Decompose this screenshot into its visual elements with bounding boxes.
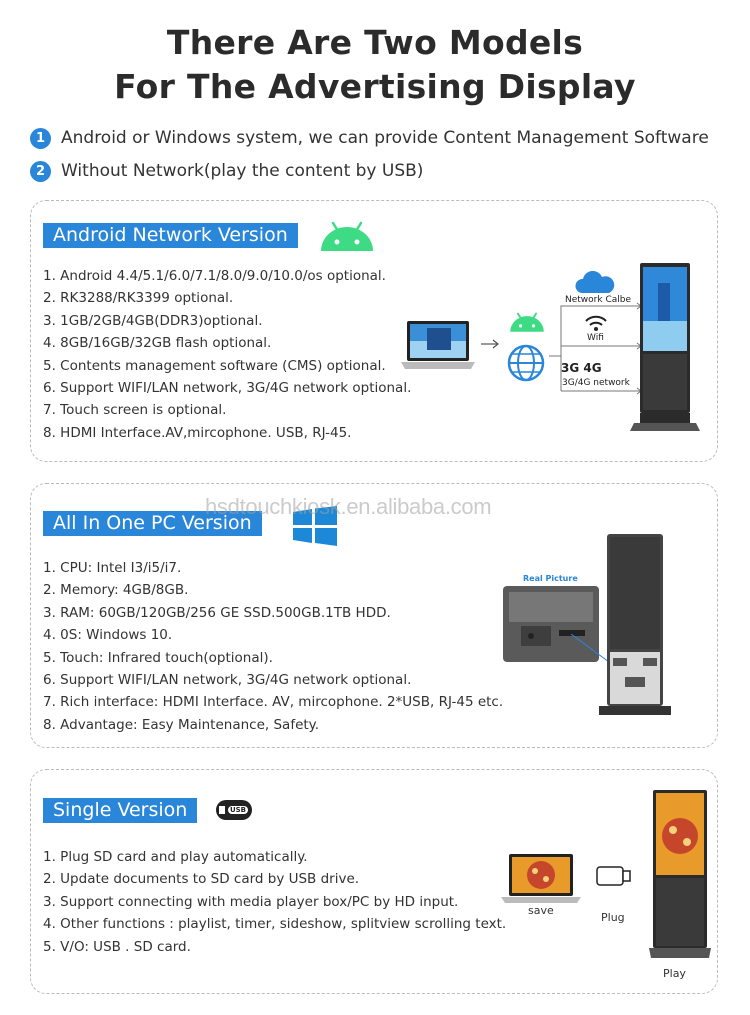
list-item: 7. Touch screen is optional.	[43, 402, 227, 419]
feature-list	[43, 265, 411, 444]
page-title-line1: There Are Two Models	[166, 23, 584, 62]
bullet-text: Without Network(play the content by USB)	[61, 161, 424, 181]
3g-4g-badge: 3G 4G	[561, 361, 602, 375]
watermark-text: hsdtouchkiosk.en.alibaba.com	[205, 494, 492, 519]
wifi-label: Wifi	[587, 333, 604, 343]
pc-kiosk-icon	[599, 532, 671, 717]
usb-badge: USB	[229, 806, 246, 814]
list-item: 7. Rich interface: HDMI Interface. AV, mircophone. 2*USB, RJ-45 etc.	[43, 694, 504, 711]
usb-drive-icon	[216, 800, 252, 820]
list-item: 5. V/O: USB . SD card.	[43, 938, 191, 955]
list-item: 6. Support WIFI/LAN network, 3G/4G network optional.	[43, 379, 412, 396]
save-label: save	[528, 904, 554, 917]
bullet-text: Android or Windows system, we can provide Content Management Software	[61, 128, 709, 148]
single-kiosk-icon	[647, 788, 713, 962]
list-item: 4. 8GB/16GB/32GB flash optional.	[43, 335, 272, 352]
android-small-icon	[508, 311, 546, 333]
android-version-panel	[30, 200, 718, 462]
list-item: 3. 1GB/2GB/4GB(DDR3)optional.	[43, 312, 263, 329]
android-logo-icon	[319, 219, 375, 253]
feature-list	[43, 557, 503, 736]
play-label: Play	[663, 967, 686, 980]
bullet-number: 2	[30, 161, 51, 182]
bullet-1	[30, 126, 709, 150]
list-item: 1. Android 4.4/5.1/6.0/7.1/8.0/9.0/10.0/os optional.	[43, 268, 386, 284]
network-cable-label: Network Calbe	[565, 295, 631, 305]
list-item: 3. RAM: 60GB/120GB/256 GE SSD.500GB.1TB HDD.	[43, 604, 391, 621]
list-item: 3. Support connecting with media player box/PC by HD input.	[43, 893, 459, 910]
bullet-number: 1	[30, 128, 51, 149]
list-item: 1. CPU: Intel I3/i5/i7.	[43, 560, 182, 576]
plug-label: Plug	[601, 911, 625, 924]
list-item: 4. 0S: Windows 10.	[43, 627, 173, 644]
laptop-icon	[401, 319, 475, 371]
wifi-icon	[584, 314, 608, 332]
3g-4g-network-label: 3G/4G network	[562, 378, 630, 388]
list-item: 2. RK3288/RK3399 optional.	[43, 290, 234, 307]
laptop-media-icon	[501, 852, 581, 904]
feature-list	[43, 846, 506, 958]
list-item: 2. Update documents to SD card by USB drive.	[43, 871, 360, 888]
list-item: 5. Contents management software (CMS) optional.	[43, 357, 386, 374]
usb-stick-icon	[596, 865, 632, 887]
list-item: 4. Other functions : playlist, timer, sideshow, splitview scrolling text.	[43, 916, 507, 933]
list-item: 8. Advantage: Easy Maintenance, Safety.	[43, 716, 320, 733]
section-title: Single Version	[43, 798, 197, 823]
list-item: 2. Memory: 4GB/8GB.	[43, 582, 189, 599]
list-item: 6. Support WIFI/LAN network, 3G/4G network optional.	[43, 671, 412, 688]
all-in-one-pc-panel	[30, 483, 718, 748]
list-item: 8. HDMI Interface.AV,mircophone. USB, RJ-45.	[43, 424, 352, 441]
section-title: Android Network Version	[43, 223, 298, 248]
kiosk-display-icon	[628, 261, 703, 433]
cloud-icon	[574, 271, 616, 295]
section-title: All In One PC Version	[43, 511, 262, 536]
page-title-line2: For The Advertising Display	[114, 67, 636, 106]
bullet-2	[30, 159, 423, 183]
globe-icon	[506, 343, 546, 383]
list-item: 5. Touch: Infrared touch(optional).	[43, 649, 273, 666]
arrow-right-icon	[481, 339, 501, 349]
real-picture-label: Real Picture	[523, 574, 578, 583]
list-item: 1. Plug SD card and play automatically.	[43, 849, 308, 865]
single-version-panel	[30, 769, 718, 994]
